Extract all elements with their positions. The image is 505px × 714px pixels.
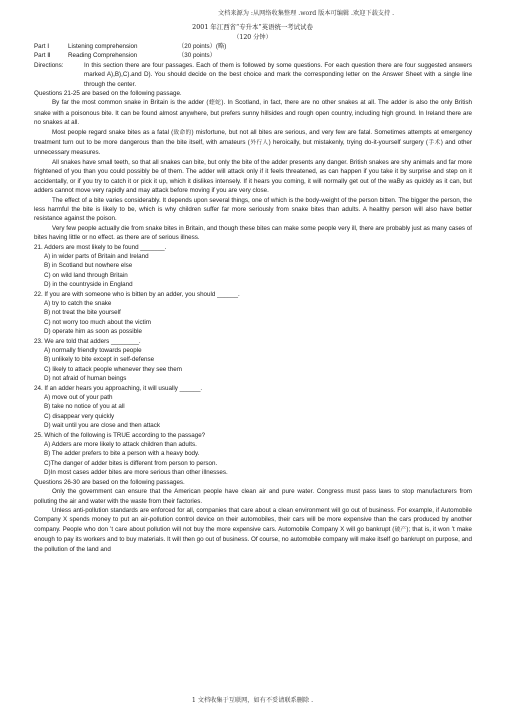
question-stem: 21. Adders are most likely to be found _______.	[34, 243, 167, 251]
directions-label: Directions:	[34, 61, 64, 69]
passage-paragraph: Unless anti-pollution standards are enforced for all, companies that care about a clean environment will go out of business. For example, if Automobile Company X spends money to put an air-pollution control device on their automobiles, their cars will be more expensive than the cars produced by another company. People who don ’t care about pollution will not buy the more expensive cars. Automobile Company X will go bankrupt (破产); that is, it won ’t make enough to pay its workers and to buy materials. It will then go out of business. Of course, no automobile company will make itself go bankrupt on purpose, and the pollution of the land and	[34, 506, 472, 553]
answer-option: D) wait until you are close and then attack	[44, 422, 161, 430]
footer-watermark: 1 文档收集于互联网，如有不妥请联系删除 .	[191, 697, 314, 704]
answer-option: C)The danger of adder bites is different from person to person.	[44, 459, 218, 467]
answer-option: D) not afraid of human beings	[44, 375, 127, 383]
answer-option: C) on wild land through Britain	[44, 271, 128, 279]
question-24	[34, 384, 472, 431]
answer-option: B) in Scotland but nowhere else	[44, 262, 133, 270]
answer-option: D)In most cases adder bites are more serious than other illnesses.	[44, 469, 228, 477]
section-heading: Questions 26-30 are based on the following passages.	[34, 478, 185, 486]
passage-paragraph: Only the government can ensure that the American people have clean air and pure water. Congress must pass laws to stop manufacturers from polluting the air and water with the waste from their factories.	[34, 488, 472, 505]
part-points: （30 points）	[178, 52, 216, 60]
question-stem: 23. We are told that adders ________.	[34, 337, 141, 345]
directions-text: In this section there are four passages. Each of them is followed by some questions. For each question there are four suggested answers marked A),B),C).and D). You should decide on the best choice and mark the corresponding letter on the Answer Sheet with a single line through the center.	[84, 61, 472, 88]
part-label: Part Ⅰ	[34, 43, 50, 50]
passage-paragraph: By far the most common snake in Britain is the adder (蝰蛇). In Scotland, in fact, there are no other snakes at all. The adder is also the only British snake with a poisonous bite. It can be found almost anywhere, but prefers sunny hillsides and rough open country, including high ground. In Ireland there are no snakes at all.	[34, 99, 472, 127]
source-watermark: 文档来源为 :从网络收集整理 .word 版本可编辑 .欢迎下载支持 .	[218, 10, 395, 17]
passage-paragraph: All snakes have small teeth, so that all snakes can bite, but only the bite of the adder presents any danger. British snakes are shy animals and far more frightened of you than you could possibly be of them. The adder will attack only if it feels threatened, as can happen if you take it by surprise and step on it accidentally, or if you try to catch it or pick it up, which it dislikes intensely. If it hears you coming, it will normally get out of the waBy as quickly as it can, but adders cannot move very rapidly and may attack before moving if you are very close.	[34, 158, 472, 195]
answer-option: A) normally friendly towards people	[44, 347, 142, 354]
answer-option: C) disappear very quickly	[44, 412, 115, 420]
exam-title: 2001 年江西省“专升本”英语统一考试试卷	[192, 23, 313, 31]
question-stem: 25. Which of the following is TRUE according to the passage?	[34, 431, 206, 439]
answer-option: B) take no notice of you at all	[44, 403, 125, 411]
answer-option: D) in the countryside in England	[44, 281, 133, 289]
directions	[34, 61, 472, 89]
part-label: Part Ⅱ	[34, 52, 51, 60]
part-points: （20 points）(略)	[178, 43, 227, 50]
answer-option: A) Adders are more likely to attack children than adults.	[44, 441, 197, 449]
answer-option: C) likely to attack people whenever they see them	[44, 365, 182, 373]
question-22	[34, 290, 472, 337]
exam-duration: （120 分钟）	[233, 34, 272, 41]
passage-paragraph: The effect of a bite varies considerably. It depends upon several things, one of which is the body-weight of the person bitten. The bigger the person, the less harmful the bite is likely to be, which is why children suffer far more seriously from snake bites than adults. A healthy person will also have better resistance against the poison.	[34, 196, 472, 223]
answer-option: A) try to catch the snake	[44, 299, 112, 307]
answer-option: A) in wider parts of Britain and Ireland	[44, 252, 149, 260]
section-heading: Questions 21-25 are based on the following passage.	[34, 90, 182, 98]
part-one-line	[34, 42, 472, 51]
question-21	[34, 243, 472, 290]
exam-content	[34, 42, 472, 554]
part-two-line	[34, 51, 472, 60]
part-name: Reading Comprehension	[68, 52, 138, 60]
question-stem: 22. If you are with someone who is bitten by an adder, you should ______.	[34, 290, 240, 298]
question-25	[34, 431, 472, 478]
answer-option: B) not treat the bite yourself	[44, 309, 121, 317]
answer-option: C) not worry too much about the victim	[44, 318, 151, 326]
passage-paragraph: Most people regard snake bites as a fatal (致命的) misfortune, but not all bites are serious, and very few are fatal. Sometimes attempts at emergency treatment turn out to be more dangerous than the bite itself, with amateurs (外行人) heroically, but mistakenly, trying do-it-yourself surgery (手术) and other unnecessary measures.	[34, 128, 472, 157]
part-name: Listening comprehension	[68, 43, 138, 50]
answer-option: A) move out of your path	[44, 394, 113, 402]
question-stem: 24. If an adder hears you approaching, it will usually ______.	[34, 384, 203, 392]
answer-option: B) unlikely to bite except in self-defense	[44, 356, 155, 364]
passage-paragraph: Very few people actually die from snake bites in Britain, and though these bites can make some people very ill, there are probably just as many cases of bites having little or no effect. as there are of serious illness.	[34, 224, 472, 242]
question-23	[34, 337, 472, 384]
answer-option: B) The adder prefers to bite a person with a heavy body.	[44, 450, 200, 458]
answer-option: D) operate him as soon as possible	[44, 328, 142, 336]
